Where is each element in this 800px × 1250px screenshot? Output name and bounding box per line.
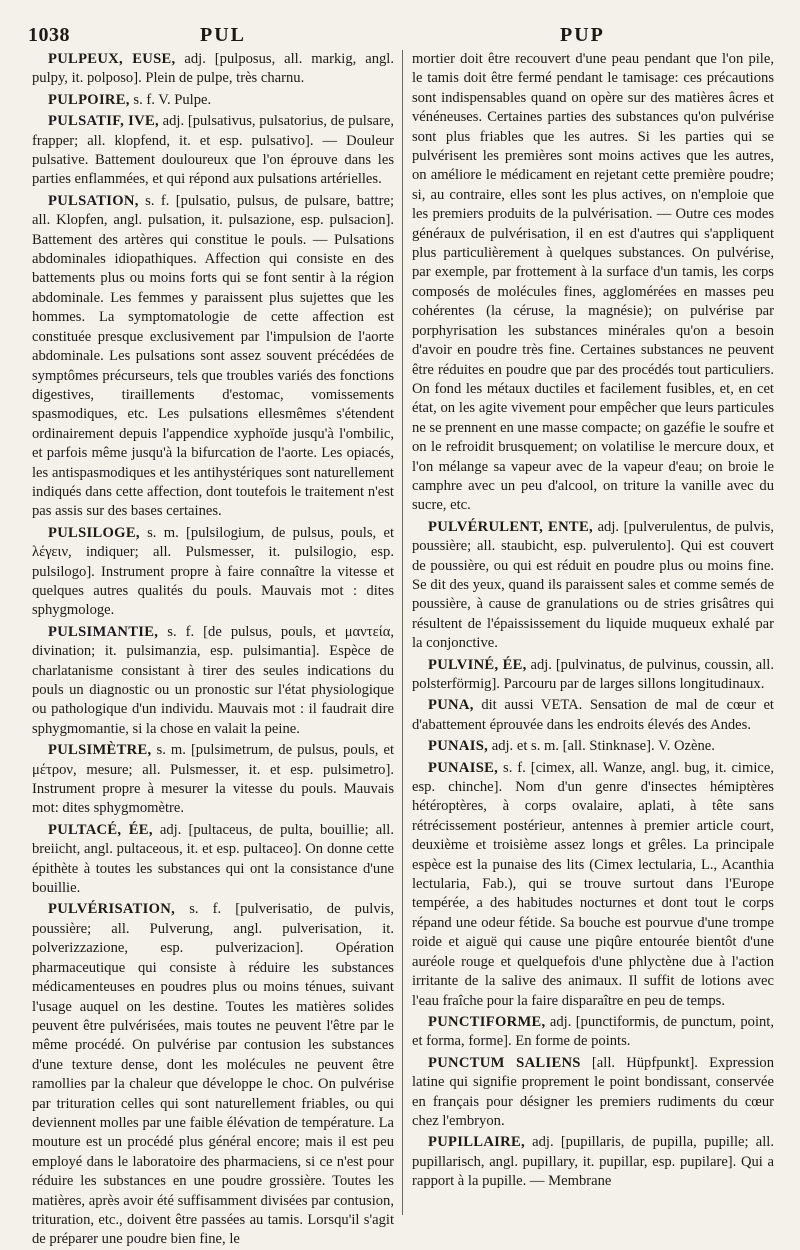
entry-headword: PUNCTUM SALIENS: [428, 1054, 581, 1071]
right-column: [412, 50, 774, 1220]
entry-headword: PULSATIF, IVE,: [48, 113, 159, 130]
entry-text: s. f. [de pulsus, pouls, et μαντεία, divination; it. pulsimanzia, esp. pulsimantia]. Espèce de charlatanisme consistant à tirer des seules indications du pouls un diagnostic ou un pronostic sur l'état physiologique ou pathologique d'un individu. Mauvais mot : il faudrait dire sphygmomantie, si la chose en valait la peine.: [32, 623, 394, 737]
entry-text: s. f. V. Pulpe.: [129, 91, 212, 108]
dictionary-entry: [412, 1133, 774, 1191]
entry-headword: PULSIMÈTRE,: [48, 742, 152, 759]
entry-headword: PUNA,: [428, 697, 474, 714]
dictionary-entry: [32, 524, 394, 621]
dictionary-entry: [32, 900, 394, 1249]
entry-headword: PULPOIRE,: [48, 91, 130, 108]
entry-text: s. m. [pulsimetrum, de pulsus, pouls, et μέτρον, mesure; all. Pulsmesser, it. et esp. pulsimetro]. Instrument propre à mesurer la vitesse du pouls. Mauvais mot: dites sphygmomètre.: [32, 742, 394, 817]
entry-text: s. f. [pulverisatio, de pulvis, poussière; all. Pulverung, angl. pulverisation, it. polverizzazione, esp. pulverizacion]. Opération pharmaceutique qui consiste à réduire les substances médicamenteuses en poudres plus ou moins ténues, suivant l'usage auquel on les destine. Toutes les matières solides peuvent être pulvérisées, mais toutes ne peuvent l'être par le même procédé. On pulvérise par contusion les substances d'une texture dense, dont les molécules ne peuvent être ramollies par la chaleur que développe le choc. On pulvérise par trituration celles qui sont naturellement friables, ou qui deviennent molles par une faible élévation de température. La mouture est un procédé plus général encore; mais il est peu employé dans le laboratoire des pharmaciens, si ce n'est pour réduire les substances en une poudre grossière. Toutes les matières, après avoir été suffisamment divisées par contusion, trituration, etc., doivent être passées au tamis. Lorsqu'il s'agit de préparer une poudre bien fine, le: [32, 901, 394, 1248]
dictionary-entry: [412, 1054, 774, 1132]
entry-text: adj. et s. m. [all. Stinknase]. V. Ozène.: [488, 738, 715, 755]
entry-text: adj. [punctiformis, de punctum, point, et forma, forme]. En forme de points.: [412, 1013, 774, 1050]
entry-headword: PULVINÉ, ÉE,: [428, 656, 527, 673]
dictionary-entry: [32, 50, 394, 89]
entry-text: adj. [pulvinatus, de pulvinus, coussin, all. polsterförmig]. Parcouru par de larges sillons longitudinaux.: [412, 656, 775, 692]
entry-headword: PULSILOGE,: [48, 524, 140, 541]
entry-headword: PULVÉRULENT, ENTE,: [428, 518, 593, 535]
entry-headword: PULVÉRISATION,: [48, 901, 176, 918]
entry-headword: PULTACÉ, ÉE,: [48, 821, 153, 838]
page-number: 1038: [28, 24, 70, 46]
dictionary-entry: [32, 821, 394, 899]
entry-text: s. m. [pulsilogium, de pulsus, pouls, et λέγειν, indiquer; all. Pulsmesser, it. pulsilogio, esp. pulsilogo]. Instrument propre à faire connaître la vitesse et quelques autres qualités du pouls. Mauvais mot : dites sphygmologe.: [32, 524, 394, 619]
entry-headword: PUNAISE,: [428, 759, 499, 776]
left-column: [32, 50, 394, 1248]
dictionary-entry: [412, 1013, 774, 1052]
dictionary-entry: [412, 656, 774, 695]
dictionary-entry: [32, 741, 394, 819]
dictionary-entry: [32, 91, 394, 110]
entry-headword: PUNAIS,: [428, 738, 489, 755]
entry-headword: PULPEUX, EUSE,: [48, 51, 176, 67]
dictionary-entry: [32, 192, 394, 522]
running-head-right: PUP: [560, 24, 605, 46]
dictionary-entry: [32, 623, 394, 739]
entry-text: s. f. [cimex, all. Wanze, angl. bug, it. cimice, esp. chinche]. Nom d'un genre d'insectes hémiptères hétéroptères, à corps ovalaire, aplati, à tête sans rétrécissement postérieur, antennes à premier article court, deuxième et troisième assez longs et grêles. La principale espèce est la punaise des lits (Cimex lectularia, L., Acanthia lectularia, Fab.), qui se trouve surtout dans l'Europe tempérée, a des habitudes nocturnes et dont tout le corps répand une odeur fétide. Sa bouche est pourvue d'une trompe roide et aiguë qui cause une piqûre entourée bientôt d'une auréole rouge et quelquefois d'une phlyctène due à l'action irritante de la salive des animaux. Il suffit de lotions avec l'eau fraîche pour la faire disparaître en peu de temps.: [412, 759, 774, 1009]
entry-headword: PULSIMANTIE,: [48, 623, 159, 640]
dictionary-entry: [412, 518, 774, 654]
entry-text: adj. [pupillaris, de pupilla, pupille; all. pupillarisch, angl. pupillary, it. pupillar, esp. pupilare]. Qui a rapport à la pupille. — Membrane: [412, 1134, 774, 1190]
entry-text: adj. [pulverulentus, de pulvis, poussière; all. staubicht, esp. pulverulento]. Qui est couvert de poussière, ou qui est réduit en poudre plus ou moins fine. Se dit des yeux, quand ils paraissent sales et comme semés de poussière, à cause de granulations ou de stries grisâtres qui résultent de l'épaississement du liquide muqueux exhalé par la conjonctive.: [412, 518, 774, 652]
dictionary-entry: [412, 696, 774, 735]
page-header: [0, 24, 800, 50]
entry-text: adj. [pulsativus, pulsatorius, de pulsare, frapper; all. klopfend, it. et esp. pulsativo]. — Douleur pulsative. Battement douloureux que l'on éprouve dans les parties enflammées, et qui répond aux pulsations artérielles.: [32, 113, 394, 188]
entry-text: [all. Hüpfpunkt]. Expression latine qui signifie proprement le point bondissant, conservée en français pour désigner les premiers rudiments du cœur chez l'embryon.: [412, 1054, 774, 1129]
entry-text: adj. [pulposus, all. markig, angl. pulpy, it. polposo]. Plein de pulpe, très charnu.: [32, 51, 394, 87]
dictionary-entry: [412, 737, 774, 756]
entry-text: mortier doit être recouvert d'une peau pendant que l'on pile, le tamis doit être fermé pendant le tamisage: ces précautions sont indispensables quand on opère sur des matières âcres et vénéneuses. Certaines parties des substances qu'on pulvérise sont plus friables que les autres. Si les parties qui se pulvérisent les premières sont moins actives que les autres, on améliore le médicament en rejetant cette première poudre; si, au contraire, elles sont les plus actives, on n'emploie que les premiers produits de la pulvérisation. — Outre ces modes généraux de pulvérisation, il en est d'autres qui s'appliquent plus particulièrement à quelques substances. On pulvérise, par exemple, par frottement à la surface d'un tamis, les corps composés de molécules fines, agglomérées en masses peu cohérentes (la céruse, la magnésie); on pulvérise par porphyrisation les substances minérales qu'on a besoin d'avoir en poudre très fine. Certaines substances ne peuvent être réduites en poudre que par des procédés tout particuliers. On fond les métaux ductiles et facilement fusibles, et, en cet état, on les agite vivement pour empêcher que leurs particules ne se prennent en une masse compacte; on gazéfie le soufre et on le refroidit brusquement; on volatilise le mercure doux, et l'on mélange sa vapeur avec de la vapeur d'eau; on broie le camphre avec un peu d'alcool, on triture la vanille avec du sucre, etc.: [412, 51, 774, 514]
dictionary-entry: [32, 112, 394, 190]
entry-headword: PUNCTIFORME,: [428, 1013, 546, 1030]
entry-text: s. f. [pulsatio, pulsus, de pulsare, battre; all. Klopfen, angl. pulsation, it. pulsazione, esp. pulsacion]. Battement des artères qui constitue le pouls. — Pulsations abdominales idiopathiques. Affection qui consiste en des battements plus ou moins forts qui se font sentir à la région abdominale. Les femmes y paraissent plus sujettes que les hommes. La symptomatologie de cette affection est constituée presque exclusivement par l'impulsion de l'aorte abdominale. Les pulsations sont assez souvent précédées de symptômes précurseurs, tels que troubles variés des fonctions digestives, tiraillements d'estomac, vomissements spasmodiques, etc. Les pulsations ellesmêmes s'étendent ordinairement depuis l'appendice xyphoïde jusqu'à l'ombilic, et parfois même jusqu'à la bifurcation de l'aorte. Les opiacés, les antispasmodiques et les antihystériques sont naturellement indiqués dans cette affection, dont toutefois le traitement n'est pas assis sur des bases certaines.: [32, 192, 394, 520]
entry-headword: PULSATION,: [48, 192, 139, 209]
column-divider: [402, 50, 403, 1215]
running-head-left: PUL: [200, 24, 246, 46]
entry-headword: PUPILLAIRE,: [428, 1134, 525, 1151]
entry-text: adj. [pultaceus, de pulta, bouillie; all. breiicht, angl. pultaceous, it. et esp. pultaceo]. On donne cette épithète à toutes les substances qui ont la consistance d'une bouillie.: [32, 821, 394, 897]
dictionary-entry: [412, 759, 774, 1011]
entry-text: dit aussi VETA. Sensation de mal de cœur et d'abattement éprouvée dans les endroits élevés des Andes.: [412, 697, 774, 733]
dictionary-entry: [412, 50, 774, 516]
